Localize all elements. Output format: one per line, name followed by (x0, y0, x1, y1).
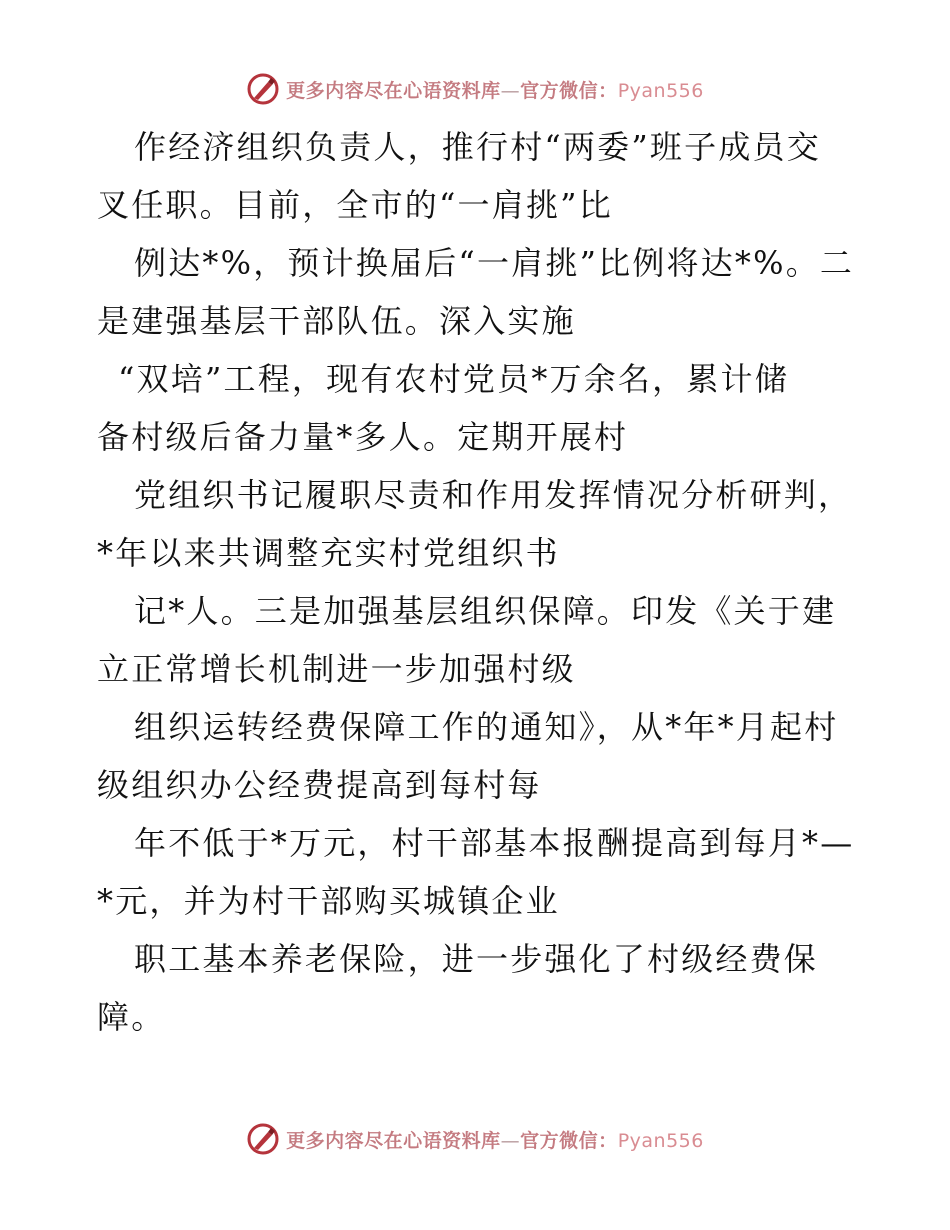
footer-watermark (0, 1122, 950, 1156)
watermark-text (286, 76, 704, 103)
pen-logo-icon (246, 72, 280, 106)
text-line: 职工基本养老保险，进一步强化了村级经费保 (134, 940, 819, 978)
watermark-id: Pyan556 (617, 1129, 704, 1152)
text-line: “双培”工程，现有农村党员*万余名，累计储 (118, 360, 789, 398)
text-line: 立正常增长机制进一步加强村级 (97, 650, 576, 688)
text-line: 记*人。三是加强基层组织保障。印发《关于建 (134, 592, 837, 630)
text-line: 是建强基层干部队伍。深入实施 (97, 302, 576, 340)
text-line: 级组织办公经费提高到每村每 (97, 766, 542, 804)
text-line: 组织运转经费保障工作的通知》，从*年*月起村 (134, 708, 839, 746)
watermark-separator: — (500, 1129, 521, 1152)
watermark-id: Pyan556 (617, 79, 704, 102)
pen-logo-icon (246, 1122, 280, 1156)
text-line: *年以来共调整充实村党组织书 (97, 534, 560, 572)
text-line: 例达*%，预计换届后“一肩挑”比例将达*%。二 (134, 244, 855, 282)
text-line: 年不低于*万元，村干部基本报酬提高到每月*— (134, 824, 855, 862)
watermark-separator: — (500, 79, 521, 102)
text-line: 党组织书记履职尽责和作用发挥情况分析研判， (134, 476, 853, 514)
watermark-label: 官方微信： (520, 1129, 618, 1152)
watermark-main: 更多内容尽在心语资料库 (286, 1129, 501, 1152)
watermark-main: 更多内容尽在心语资料库 (286, 79, 501, 102)
text-line: 作经济组织负责人，推行村“两委”班子成员交 (134, 128, 821, 166)
text-line: 障。 (97, 998, 166, 1036)
text-line: *元，并为村干部购买城镇企业 (97, 882, 560, 920)
watermark-text (286, 1126, 704, 1153)
watermark-label: 官方微信： (520, 79, 618, 102)
header-watermark (0, 72, 950, 106)
text-line: 备村级后备力量*多人。定期开展村 (97, 418, 629, 456)
text-line: 叉任职。目前，全市的“一肩挑”比 (97, 186, 613, 224)
